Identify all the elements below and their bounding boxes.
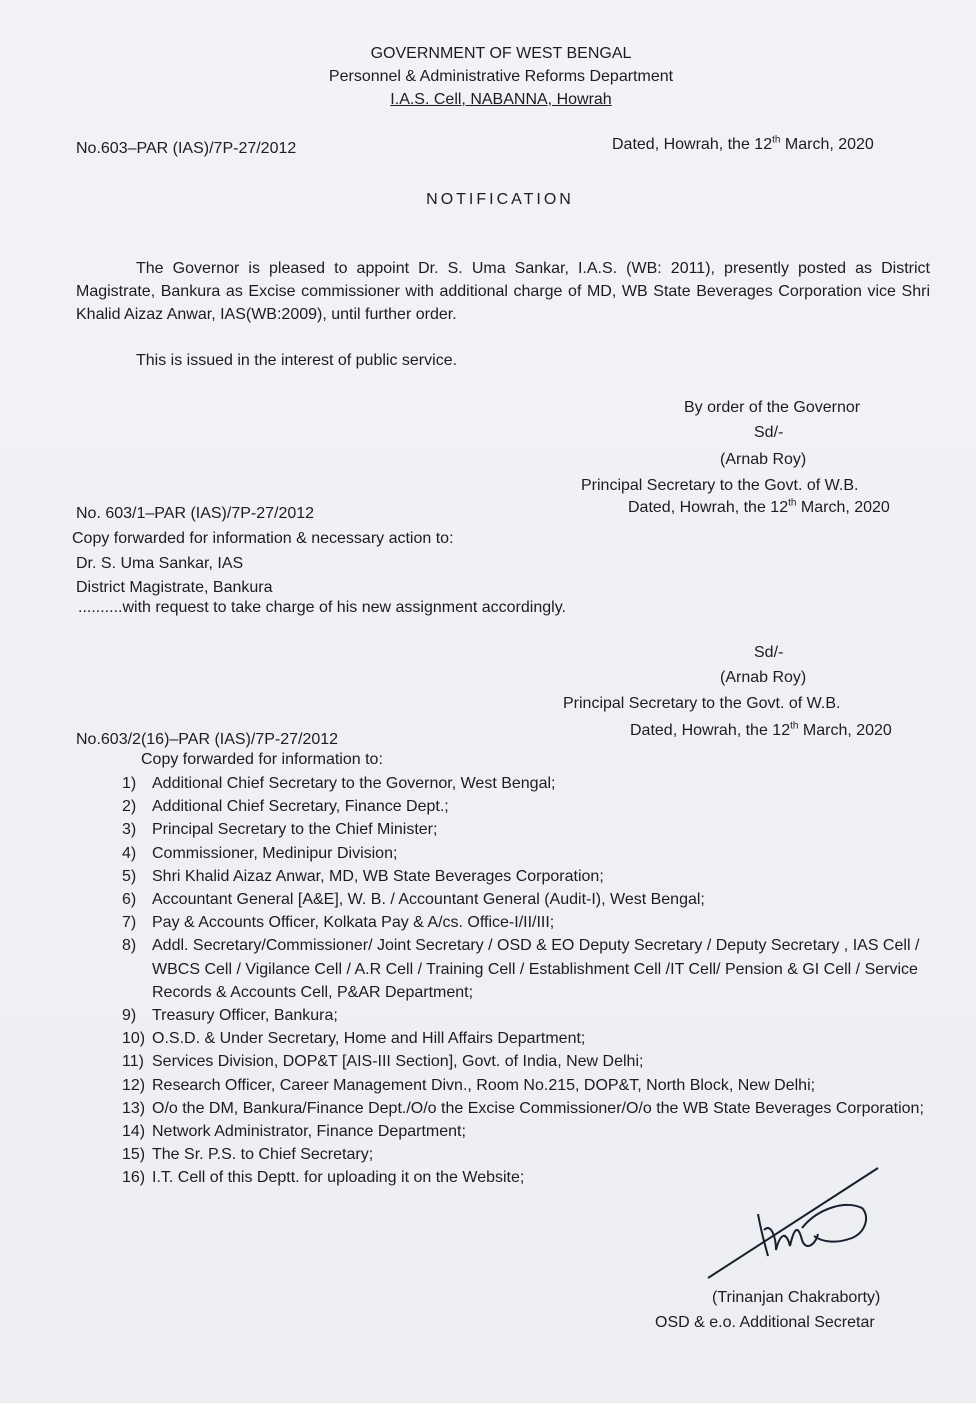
public-service-line: This is issued in the interest of public service. <box>136 352 458 369</box>
recipient-item <box>122 1050 942 1073</box>
signatory-designation: Principal Secretary to the Govt. of W.B. <box>581 477 859 494</box>
recipient-item <box>122 1074 942 1097</box>
recipient-text: O.S.D. & Under Secretary, Home and Hill Affairs Department; <box>152 1030 586 1048</box>
recipient-text: Principal Secretary to the Chief Minister; <box>152 821 438 839</box>
recipient-item <box>122 1097 942 1120</box>
recipient-text: Shri Khalid Aizaz Anwar, MD, WB State Beverages Corporation; <box>152 867 604 885</box>
recipient-item <box>122 865 942 888</box>
recipient-text: Network Administrator, Finance Department; <box>152 1123 466 1141</box>
addressee-name: Dr. S. Uma Sankar, IAS <box>76 555 244 572</box>
recipient-text: Services Division, DOP&T [AIS-III Section], Govt. of India, New Delhi; <box>152 1053 644 1071</box>
recipient-item <box>122 818 942 841</box>
recipient-number: 5) <box>122 867 137 885</box>
recipient-item <box>122 795 942 818</box>
recipient-text: Additional Chief Secretary, Finance Dept.; <box>152 798 449 816</box>
memo-number: No.603/2(16)–PAR (IAS)/7P-27/2012 <box>76 731 339 748</box>
recipient-number: 9) <box>122 1007 137 1025</box>
request-line: ..........with request to take charge of his new assignment accordingly. <box>78 599 566 616</box>
notification-title: NOTIFICATION <box>426 191 574 208</box>
recipient-text: Pay & Accounts Officer, Kolkata Pay & A/cs. Office-I/II/III; <box>152 914 555 932</box>
signature-sd: Sd/- <box>754 644 784 661</box>
memo-date: Dated, Howrah, the 12th March, 2020 <box>628 497 890 516</box>
recipient-item <box>122 911 942 934</box>
recipient-text: Commissioner, Medinipur Division; <box>152 844 398 862</box>
notification-body: The Governor is pleased to appoint Dr. S. Uma Sankar, I.A.S. (WB: 2011), presently posted as District Magistrate, Bankura as Excise commissioner with additional charge of MD, WB State Beverages Corporation vice Shri Khalid Aizaz Anwar, IAS(WB:2009), until further order. <box>76 260 930 323</box>
recipient-number: 7) <box>122 914 137 932</box>
recipient-number: 6) <box>122 891 137 909</box>
signatory-designation: OSD & e.o. Additional Secretar <box>655 1314 875 1331</box>
order-number: No.603–PAR (IAS)/7P-27/2012 <box>76 140 297 157</box>
recipient-item <box>122 842 942 865</box>
memo-number: No. 603/1–PAR (IAS)/7P-27/2012 <box>76 505 315 522</box>
recipient-text: Accountant General [A&E], W. B. / Accountant General (Audit-I), West Bengal; <box>152 891 705 909</box>
memo-date: Dated, Howrah, the 12th March, 2020 <box>630 720 892 739</box>
recipient-number: 11) <box>122 1053 144 1071</box>
recipient-item <box>122 772 942 795</box>
recipient-text: The Sr. P.S. to Chief Secretary; <box>152 1146 374 1164</box>
recipient-number: 15) <box>122 1146 146 1164</box>
recipient-number: 16) <box>122 1169 146 1187</box>
recipient-item <box>122 934 942 1004</box>
recipient-text: O/o the DM, Bankura/Finance Dept./O/o the Excise Commissioner/O/o the WB State Beverages Corporation; <box>152 1099 924 1117</box>
recipient-item <box>122 1120 942 1143</box>
recipient-item <box>122 1027 942 1050</box>
signatory-name: (Trinanjan Chakraborty) <box>712 1289 881 1306</box>
recipient-number: 13) <box>122 1099 146 1117</box>
recipient-number: 3) <box>122 821 137 839</box>
copy-forwarded-line: Copy forwarded for information & necessary action to: <box>72 530 454 547</box>
signatory-name: (Arnab Roy) <box>720 669 807 686</box>
header-cell: I.A.S. Cell, NABANNA, Howrah <box>390 91 612 108</box>
header-government: GOVERNMENT OF WEST BENGAL <box>370 45 632 62</box>
recipient-number: 8) <box>122 937 137 955</box>
by-order-line: By order of the Governor <box>684 399 861 416</box>
recipient-number: 2) <box>122 798 137 816</box>
recipient-number: 1) <box>122 775 137 792</box>
copy-forwarded-line: Copy forwarded for information to: <box>141 751 383 768</box>
signature-sd: Sd/- <box>754 424 784 441</box>
recipient-item <box>122 888 942 911</box>
recipient-number: 14) <box>122 1123 146 1141</box>
recipient-number: 4) <box>122 844 137 862</box>
handwritten-signature <box>706 1160 896 1280</box>
recipient-text: I.T. Cell of this Deptt. for uploading it on the Website; <box>152 1169 525 1187</box>
recipient-text: Research Officer, Career Management Divn., Room No.215, DOP&T, North Block, New Delhi; <box>152 1076 816 1094</box>
addressee-designation: District Magistrate, Bankura <box>76 579 273 596</box>
recipient-item <box>122 1004 942 1027</box>
order-date: Dated, Howrah, the 12th March, 2020 <box>612 134 874 153</box>
recipient-number: 12) <box>122 1076 146 1094</box>
recipient-number: 10) <box>122 1030 146 1048</box>
header-department: Personnel & Administrative Reforms Department <box>328 68 674 85</box>
recipient-text: Treasury Officer, Bankura; <box>152 1007 338 1025</box>
recipient-list <box>122 772 942 1190</box>
signatory-name: (Arnab Roy) <box>720 451 807 468</box>
recipient-text: Additional Chief Secretary to the Governor, West Bengal; <box>152 775 556 792</box>
recipient-text: Addl. Secretary/Commissioner/ Joint Secretary / OSD & EO Deputy Secretary / Deputy Secretary , IAS Cell / WBCS Cell / Vigilance Cell / A.R Cell / Training Cell / Establishment Cell /IT Cell/ Pension & GI Cell / Service Records & Accounts Cell, P&AR Department; <box>152 937 920 1001</box>
signatory-designation: Principal Secretary to the Govt. of W.B. <box>563 695 841 712</box>
